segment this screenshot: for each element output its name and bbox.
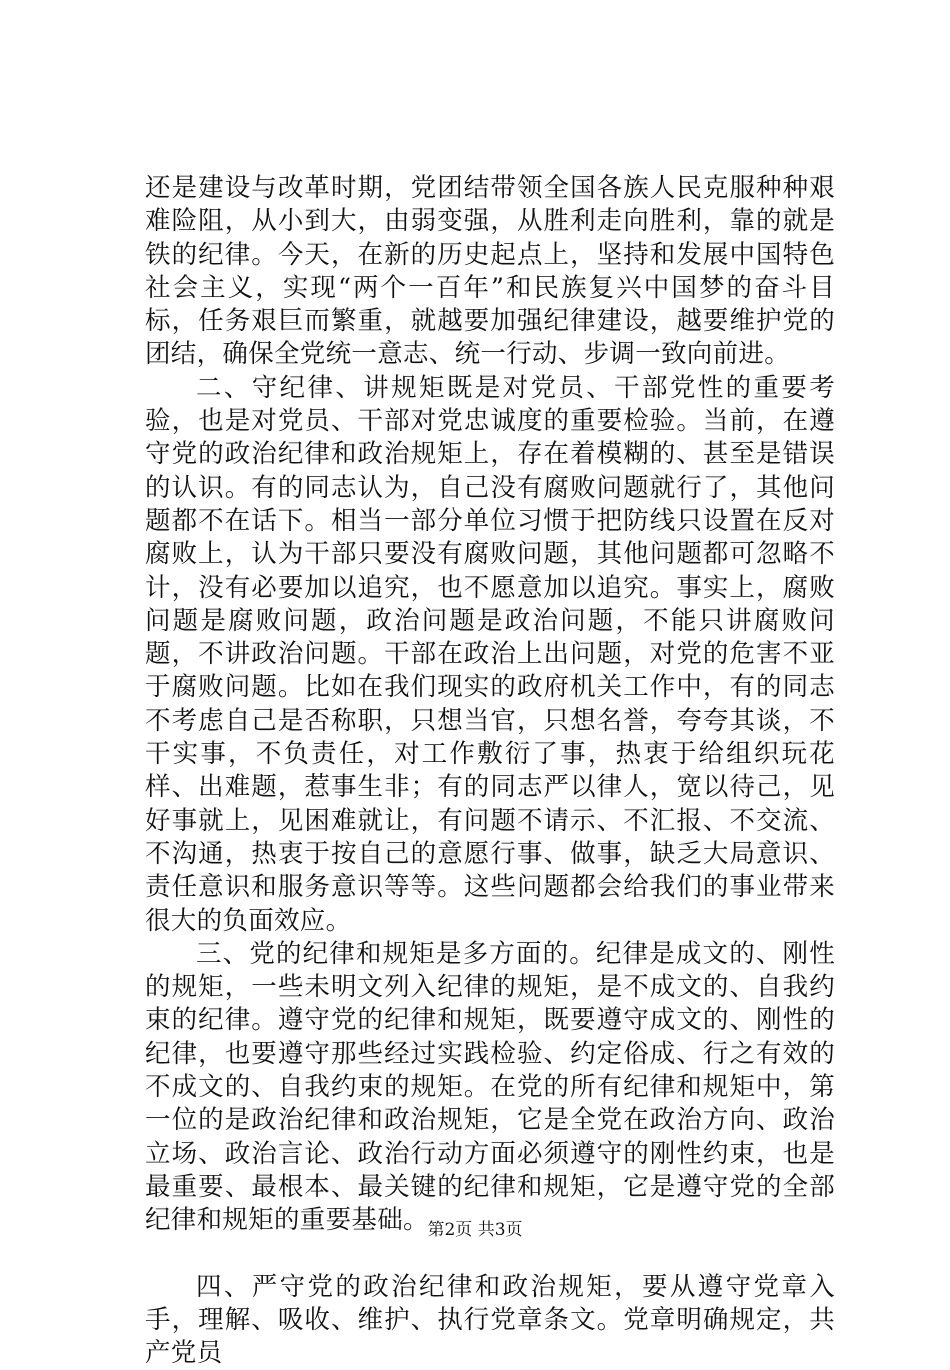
- page-footer: [0, 1218, 950, 1242]
- document-body: [145, 172, 835, 1370]
- paragraph-continuation: 还是建设与改革时期，党团结带领全国各族人民克服种种艰难险阻，从小到大，由弱变强，从胜利走向胜利，靠的就是铁的纪律。今天，在新的历史起点上，坚持和发展中国特色社会主义，实现“两个一百年”和民族复兴中国梦的奋斗目标，任务艰巨而繁重，就越要加强纪律建设，越要维护党的团结，确保全党统一意志、统一行动、步调一致向前进。: [145, 172, 835, 372]
- paragraph-section-3: 三、党的纪律和规矩是多方面的。纪律是成文的、刚性的规矩，一些未明文列入纪律的规矩，是不成文的、自我约束的纪律。遵守党的纪律和规矩，既要遵守成文的、刚性的纪律，也要遵守那些经过实践检验、约定俗成、行之有效的不成文的、自我约束的规矩。在党的所有纪律和规矩中，第一位的是政治纪律和政治规矩，它是全党在政治方向、政治立场、政治言论、政治行动方面必须遵守的刚性约束，也是最重要、最根本、最关键的纪律和规矩，它是遵守党的全部纪律和规矩的重要基础。: [145, 938, 835, 1238]
- paragraph-section-2: 二、守纪律、讲规矩既是对党员、干部党性的重要考验，也是对党员、干部对党忠诚度的重要检验。当前，在遵守党的政治纪律和政治规矩上，存在着模糊的、甚至是错误的认识。有的同志认为，自己没有腐败问题就行了，其他问题都不在话下。相当一部分单位习惯于把防线只设置在反对腐败上，认为干部只要没有腐败问题，其他问题都可忽略不计，没有必要加以追究，也不愿意加以追究。事实上，腐败问题是腐败问题，政治问题是政治问题，不能只讲腐败问题，不讲政治问题。干部在政治上出问题，对党的危害不亚于腐败问题。比如在我们现实的政府机关工作中，有的同志不考虑自己是否称职，只想当官，只想名誉，夸夸其谈，不干实事，不负责任，对工作敷衍了事，热衷于给组织玩花样、出难题，惹事生非；有的同志严以律人，宽以待己，见好事就上，见困难就让，有问题不请示、不汇报、不交流、不沟通，热衷于按自己的意愿行事、做事，缺乏大局意识、责任意识和服务意识等等。这些问题都会给我们的事业带来很大的负面效应。: [145, 372, 835, 938]
- paragraph-section-4: 四、严守党的政治纪律和政治规矩，要从遵守党章入手，理解、吸收、维护、执行党章条文。党章明确规定，共产党员: [145, 1271, 835, 1370]
- page-number-label: 第2页 共3页: [427, 1220, 522, 1240]
